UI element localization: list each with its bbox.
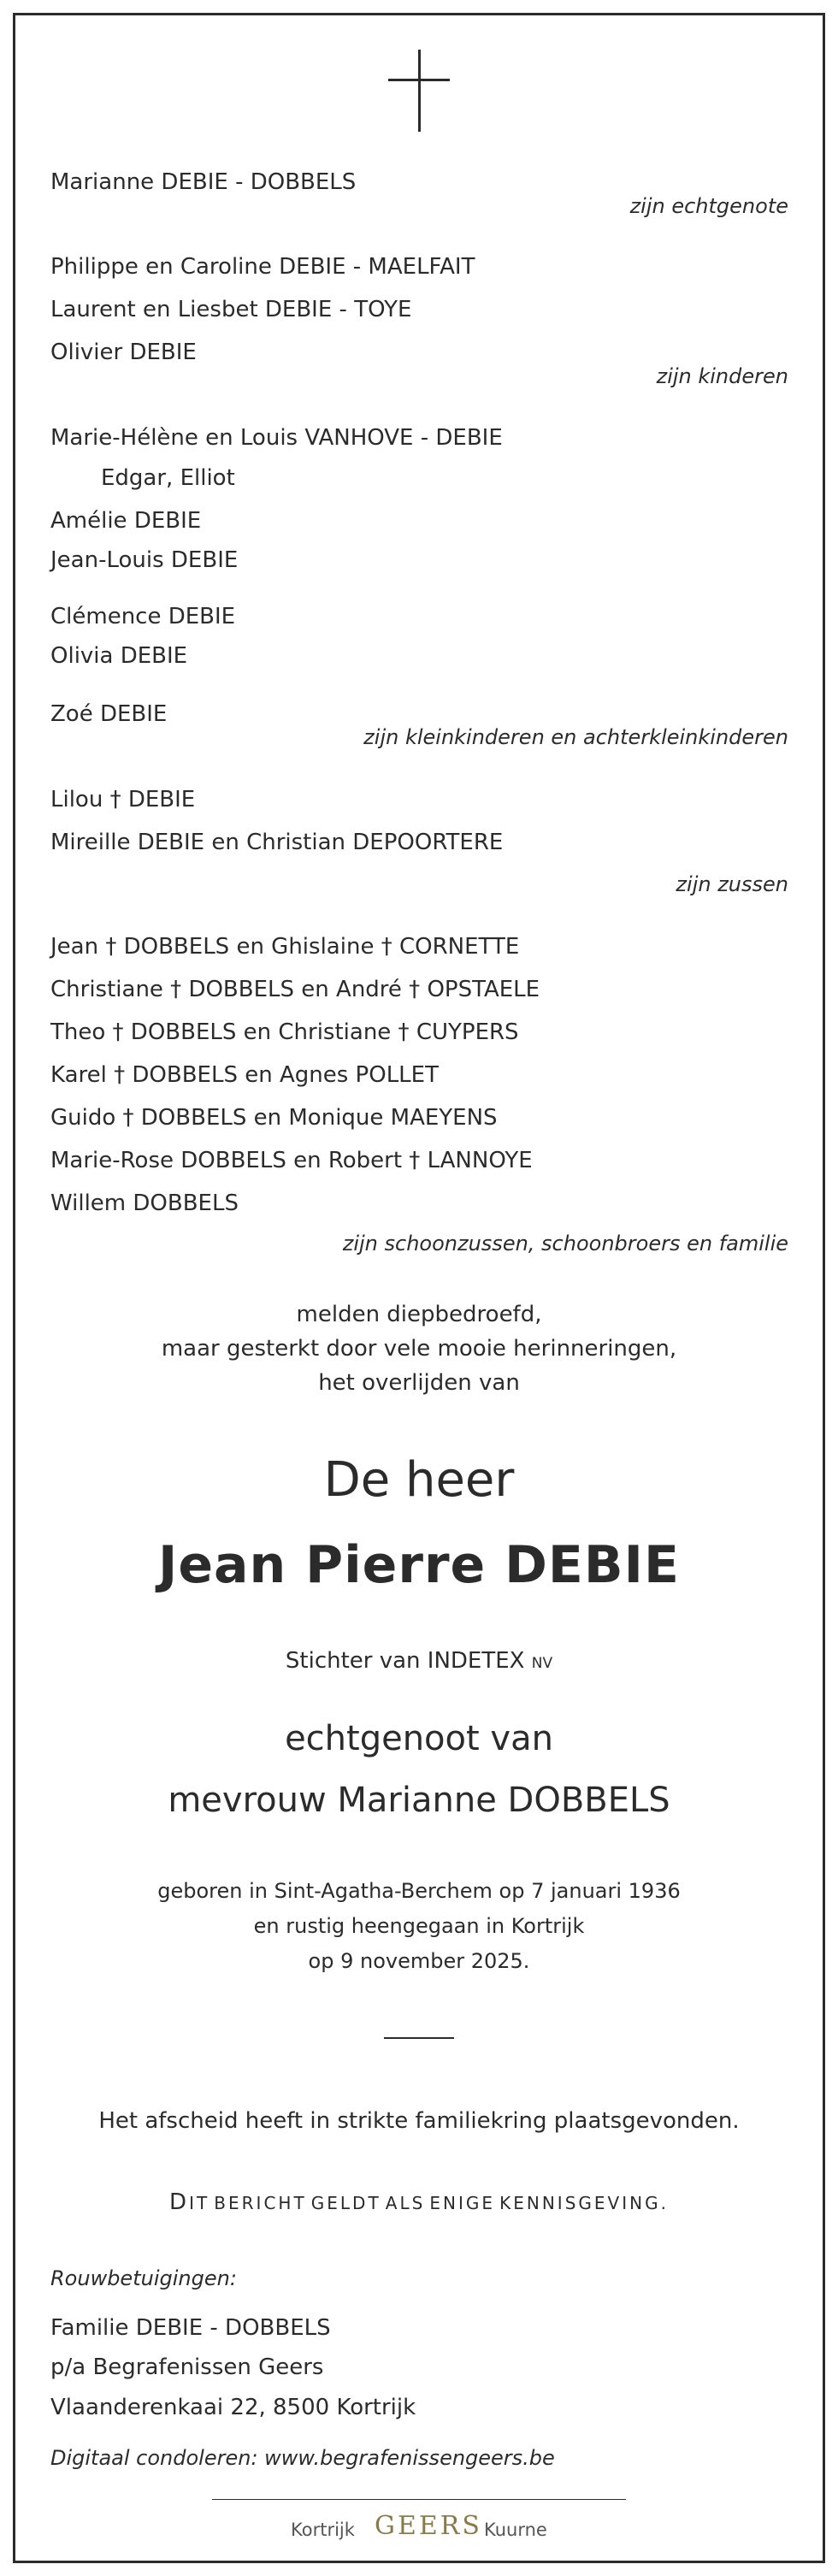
inlaw-name: Guido † DOBBELS en Monique MAEYENS bbox=[50, 1105, 498, 1131]
birth-line: geboren in Sint-Agatha-Berchem op 7 januari 1936 bbox=[157, 1879, 681, 1903]
notice-word: GELDT bbox=[310, 2193, 381, 2213]
condolences-heading: Rouwbetuigingen: bbox=[50, 2266, 237, 2290]
grandchildren-role: zijn kleinkinderen en achterkleinkinderen bbox=[363, 725, 788, 749]
spouse-role: zijn echtgenote bbox=[629, 194, 788, 218]
announcement-line: het overlijden van bbox=[318, 1370, 520, 1396]
notice-word-initial: D bbox=[169, 2189, 190, 2215]
death-date-line: op 9 november 2025. bbox=[308, 1949, 530, 1973]
contact-line: Familie DEBIE - DOBBELS bbox=[50, 2315, 331, 2341]
inlaw-name: Willem DOBBELS bbox=[50, 1191, 239, 1216]
grandchild-name: Clémence DEBIE bbox=[50, 604, 236, 629]
footer-city-right: Kuurne bbox=[484, 2520, 547, 2540]
child-name: Laurent en Liesbet DEBIE - TOYE bbox=[50, 297, 412, 322]
contact-line: Vlaanderenkaai 22, 8500 Kortrijk bbox=[50, 2395, 416, 2420]
grandchild-name: Jean-Louis DEBIE bbox=[50, 547, 239, 573]
inlaw-name: Theo † DOBBELS en Christiane † CUYPERS bbox=[50, 1019, 519, 1045]
notice-word-rest: IT bbox=[189, 2193, 210, 2213]
grandchild-name: Olivia DEBIE bbox=[50, 643, 188, 669]
online-condolences-link[interactable]: Digitaal condoleren: www.begrafenissengeers.be bbox=[50, 2446, 555, 2470]
announcement-line: melden diepbedroefd, bbox=[296, 1302, 542, 1327]
spouse-of-name: mevrouw Marianne DOBBELS bbox=[168, 1781, 670, 1820]
footer-divider bbox=[212, 2499, 626, 2500]
honorific: De heer bbox=[323, 1452, 515, 1508]
sister-name: Mireille DEBIE en Christian DEPOORTERE bbox=[50, 830, 504, 855]
notice-word: ALS bbox=[385, 2193, 426, 2213]
child-name: Philippe en Caroline DEBIE - MAELFAIT bbox=[50, 254, 475, 280]
inlaws-role: zijn schoonzussen, schoonbroers en familie bbox=[342, 1232, 788, 1256]
inlaw-name: Christiane † DOBBELS en André † OPSTAELE bbox=[50, 977, 540, 1002]
grandchild-name: Zoé DEBIE bbox=[50, 701, 168, 727]
child-name: Olivier DEBIE bbox=[50, 340, 197, 365]
founder-text: Stichter van INDETEX bbox=[285, 1648, 525, 1674]
spouse-name: Marianne DEBIE - DOBBELS bbox=[50, 169, 357, 195]
footer-city-left: Kortrijk bbox=[291, 2520, 355, 2540]
deceased-title bbox=[0, 1648, 838, 1674]
notice-word: BERICHT bbox=[214, 2193, 307, 2213]
section-divider bbox=[384, 2037, 454, 2039]
sisters-role: zijn zussen bbox=[676, 872, 788, 896]
notice-word: ENIGE bbox=[429, 2193, 496, 2213]
great-grandchildren-names: Edgar, Elliot bbox=[101, 465, 235, 491]
announcement-line: maar gesterkt door vele mooie herinneringen, bbox=[161, 1336, 677, 1362]
spouse-of-line: echtgenoot van bbox=[285, 1719, 553, 1758]
company-suffix: NV bbox=[531, 1655, 553, 1672]
inlaw-name: Marie-Rose DOBBELS en Robert † LANNOYE bbox=[50, 1148, 533, 1173]
farewell-notice: Het afscheid heeft in strikte familiekring plaatsgevonden. bbox=[98, 2108, 740, 2134]
death-line: en rustig heengegaan in Kortrijk bbox=[253, 1914, 585, 1938]
inlaw-name: Karel † DOBBELS en Agnes POLLET bbox=[50, 1062, 439, 1088]
deceased-name: Jean Pierre DEBIE bbox=[158, 1535, 680, 1595]
grandchild-name: Marie-Hélène en Louis VANHOVE - DEBIE bbox=[50, 425, 503, 451]
inlaw-name: Jean † DOBBELS en Ghislaine † CORNETTE bbox=[50, 934, 520, 960]
geers-logo: GEERS bbox=[375, 2511, 482, 2541]
notice-word: KENNISGEVING. bbox=[499, 2193, 669, 2213]
sister-name: Lilou † DEBIE bbox=[50, 787, 196, 812]
official-notice bbox=[0, 2189, 838, 2215]
children-role: zijn kinderen bbox=[656, 364, 788, 388]
contact-line: p/a Begrafenissen Geers bbox=[50, 2354, 324, 2380]
grandchild-name: Amélie DEBIE bbox=[50, 508, 202, 534]
page-border bbox=[13, 13, 825, 2563]
